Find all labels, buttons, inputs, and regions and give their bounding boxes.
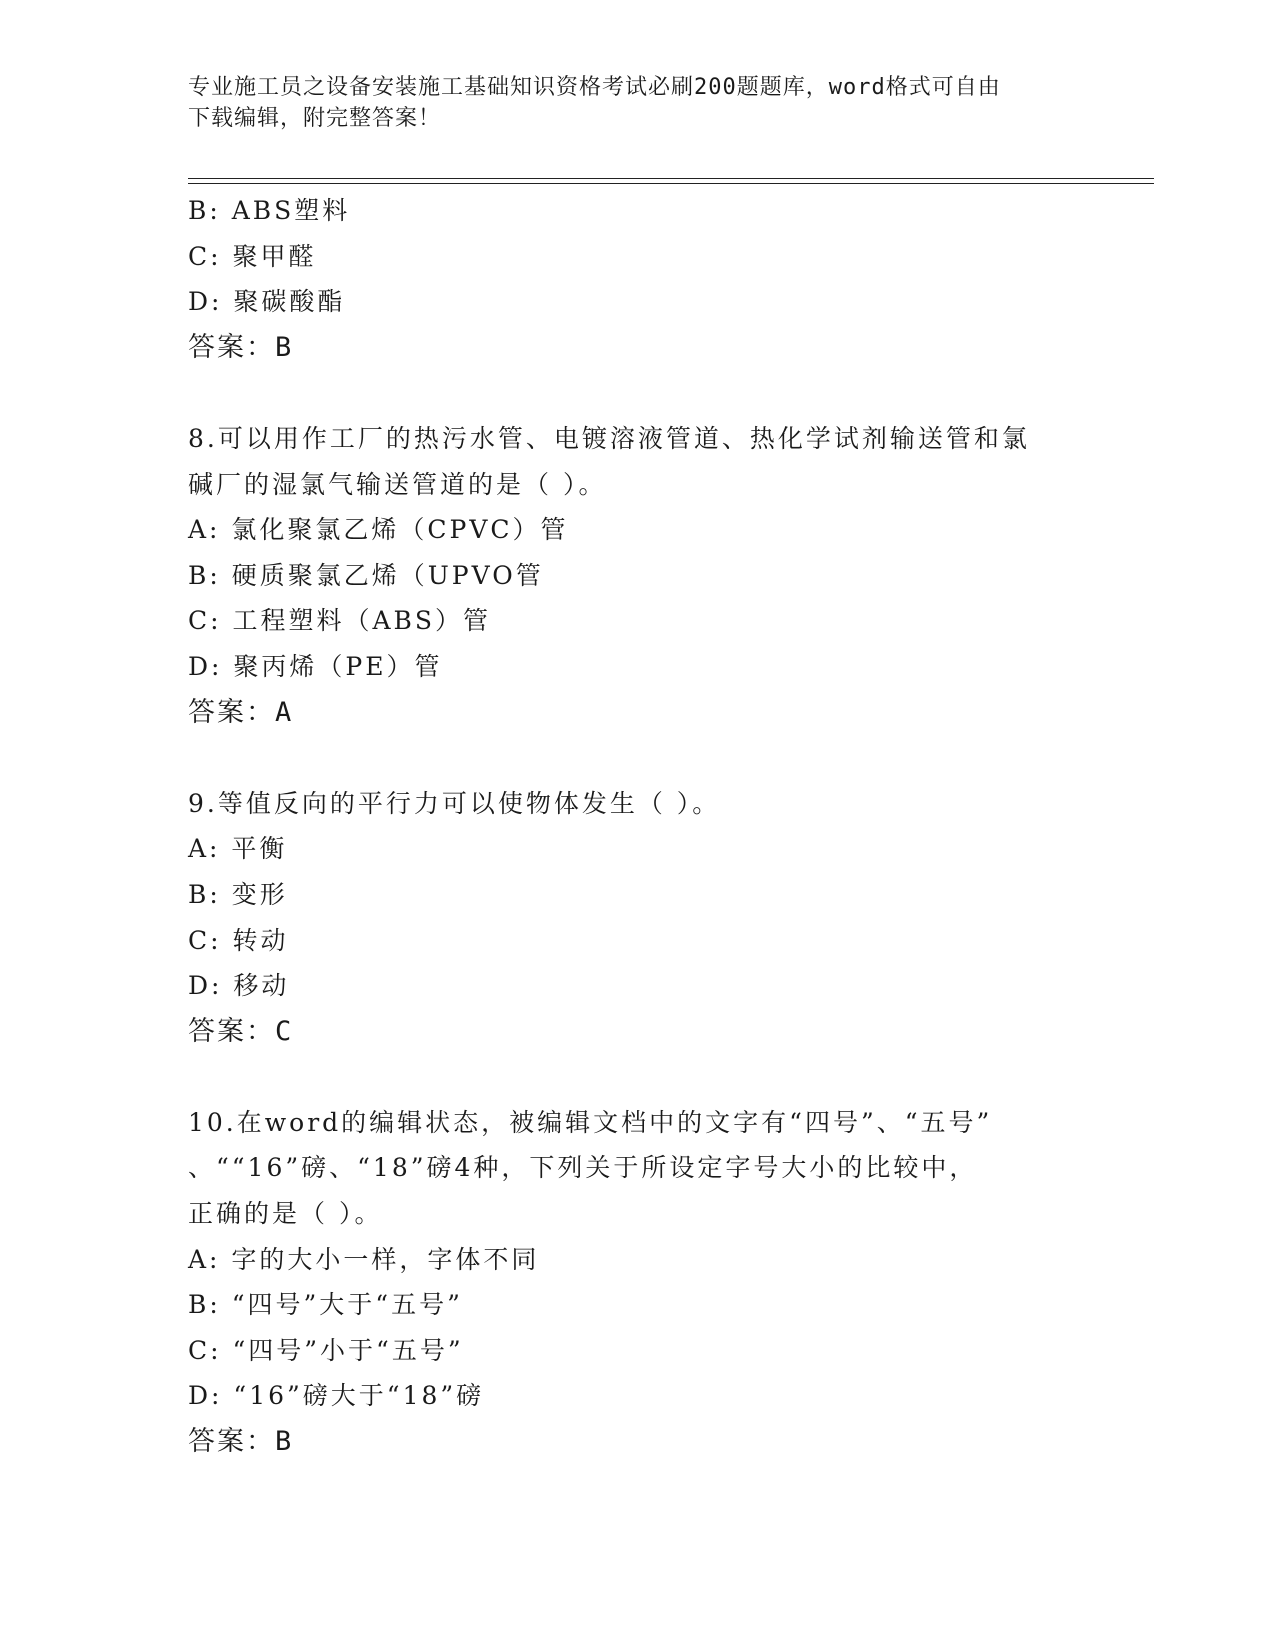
question-content	[188, 188, 1088, 1465]
option-d: D: 移动	[188, 971, 290, 1001]
option-b: B: “四号”大于“五号”	[188, 1290, 463, 1320]
question-10	[188, 1100, 1088, 1465]
question-text: 10.在word的编辑状态，被编辑文档中的文字有“四号”、“五号”	[188, 1107, 993, 1137]
option-b: B: 硬质聚氯乙烯（UPVO管	[188, 560, 544, 590]
question-text: 、““16”磅、“18”磅4种，下列关于所设定字号大小的比较中，	[188, 1153, 978, 1183]
answer: 答案：C	[188, 1015, 294, 1047]
option-d: D: “16”磅大于“18”磅	[188, 1381, 485, 1411]
option-a: A: 字的大小一样，字体不同	[188, 1244, 540, 1274]
document-header	[188, 72, 1068, 134]
option-a: A: 氯化聚氯乙烯（CPVC）管	[188, 515, 569, 545]
header-divider-bottom	[188, 183, 1154, 184]
option-a: A: 平衡	[188, 834, 288, 864]
question-8	[188, 416, 1088, 735]
answer: 答案：B	[188, 331, 294, 363]
answer: 答案：A	[188, 696, 294, 728]
option-d: D: 聚丙烯（PE）管	[188, 651, 443, 681]
header-line-2: 下载编辑，附完整答案！	[188, 106, 442, 131]
question-text: 正确的是（ ）。	[188, 1199, 383, 1229]
spacer	[188, 370, 1088, 416]
header-line-1: 专业施工员之设备安装施工基础知识资格考试必刷200题题库，word格式可自由	[188, 75, 1001, 100]
question-text: 8.可以用作工厂的热污水管、电镀溶液管道、热化学试剂输送管和氯	[188, 423, 1030, 453]
spacer	[188, 1054, 1088, 1100]
option-c: C: 转动	[188, 925, 289, 955]
answer: 答案：B	[188, 1426, 294, 1458]
spacer	[188, 735, 1088, 781]
question-9	[188, 781, 1088, 1055]
option-b: B: ABS塑料	[188, 196, 351, 225]
option-c: C: 聚甲醛	[188, 241, 317, 271]
option-b: B: 变形	[188, 879, 288, 909]
option-d: D: 聚碳酸酯	[188, 287, 346, 317]
question-7-partial	[188, 188, 1088, 370]
question-text: 碱厂的湿氯气输送管道的是（ ）。	[188, 469, 607, 499]
option-c: C: 工程塑料（ABS）管	[188, 606, 492, 636]
option-c: C: “四号”小于“五号”	[188, 1335, 464, 1365]
header-divider-top	[188, 178, 1154, 179]
question-text: 9.等值反向的平行力可以使物体发生（ ）。	[188, 788, 721, 818]
